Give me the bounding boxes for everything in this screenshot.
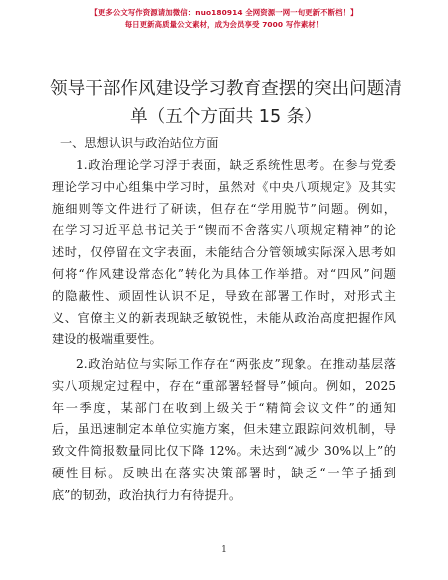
paragraph-line: 底”的韧劲，政治执行力有待提升。 [52, 487, 242, 502]
section-heading: 一、思想认识与政治站位方面 [60, 136, 219, 150]
document-title-line-1: 领导干部作风建设学习教育查摆的突出问题清 [50, 79, 402, 99]
paragraph-line: 实八项规定过程中，存在“重部署轻督导”倾向。例如，2025 [52, 378, 396, 393]
paragraph-line: 建设的极端重要性。 [52, 332, 162, 347]
paragraph-line: 理论学习中心组集中学习时，虽然对《中央八项规定》及其实 [52, 179, 396, 194]
promo-banner [0, 7, 448, 31]
paragraph-line: 在学习习近平总书记关于“锲而不舍落实八项规定精神”的论 [52, 223, 396, 238]
document-title [48, 75, 404, 131]
promo-banner-line-2: 每日更新高质量公文素材，成为会员享受 7000 写作素材！ [124, 20, 324, 29]
paragraph-line: 后，虽迅速制定本单位实施方案，但未建立跟踪问效机制，导 [52, 422, 396, 437]
paragraph-line: 施细则等文件进行了研读，但存在“学用脱节”问题。例如， [52, 201, 396, 216]
promo-banner-line-1: 【更多公文写作资源请加微信：nuo180914 全网资源一网一旬更新不断档！】 [90, 8, 358, 17]
paragraph-line: 义、官僚主义的新表现缺乏敏锐性，未能从政治高度把握作风 [52, 310, 396, 325]
paragraph-line: 何将“作风建设常态化”转化为具体工作举措。对“四风”问题 [52, 266, 396, 281]
paragraph-line: 1.政治理论学习浮于表面，缺乏系统性思考。在参与党委 [76, 158, 396, 172]
paragraph-line: 致文件简报数量同比仅下降 12%。未达到“减少 30%以上”的 [52, 444, 396, 459]
paragraph-2 [52, 354, 396, 507]
paragraph-1 [52, 155, 396, 351]
page-number: 1 [221, 545, 227, 555]
paragraph-line: 2.政治站位与实际工作存在“两张皮”现象。在推动基层落 [76, 357, 396, 371]
paragraph-line: 年一季度，某部门在收到上级关于“精简会议文件”的通知 [52, 400, 396, 415]
document-title-line-2: 单（五个方面共 15 条） [130, 107, 322, 127]
paragraph-line: 述时，仅停留在文字表面，未能结合分管领域实际深入思考如 [52, 245, 396, 260]
paragraph-line: 硬性目标。反映出在落实决策部署时，缺乏“一竿子插到 [52, 465, 396, 480]
paragraph-line: 的隐蔽性、顽固性认识不足，导致在部署工作时，对形式主 [52, 288, 396, 303]
